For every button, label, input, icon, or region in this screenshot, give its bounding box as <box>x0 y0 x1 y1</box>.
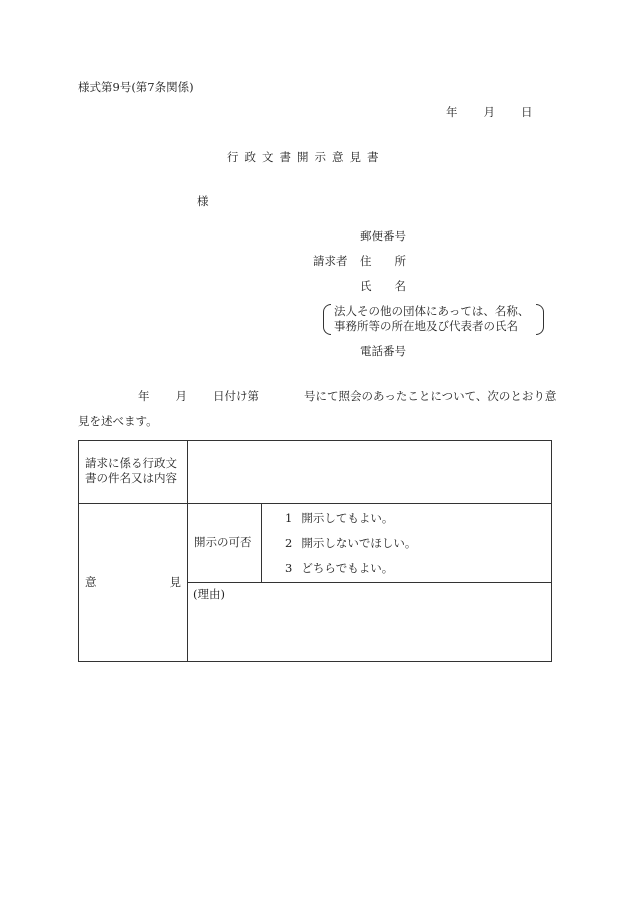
table-divider <box>261 503 262 582</box>
title-char: 開 <box>297 150 309 164</box>
corporate-note-line2: 事務所等の所在地及び代表者の氏名 <box>334 319 518 333</box>
table-divider <box>78 503 552 504</box>
body-line-1: 年 月 日付け第 号にて照会のあったことについて、次のとおり意 <box>138 389 557 403</box>
table-border-bottom <box>78 661 552 662</box>
address-label: 住 所 <box>360 254 406 268</box>
title-char: 書 <box>367 150 379 164</box>
table-border-right <box>551 440 552 661</box>
date-year-label: 年 <box>446 105 458 119</box>
title-char: 行 <box>227 150 239 164</box>
option-2: 2 開示しないでほしい。 <box>285 536 417 550</box>
table-border-left <box>78 440 79 661</box>
title-char: 見 <box>349 150 361 164</box>
title-char: 意 <box>332 150 344 164</box>
document-title <box>224 152 382 164</box>
title-char: 示 <box>314 150 326 164</box>
table-divider <box>187 440 188 661</box>
name-label: 氏 名 <box>360 279 406 293</box>
option-1: 1 開示してもよい。 <box>285 511 394 525</box>
subject-label-line2: 書の件名又は内容 <box>85 471 177 485</box>
addressee-suffix: 様 <box>197 194 209 208</box>
subject-label-line1: 請求に係る行政文 <box>85 456 177 470</box>
requester-label: 請求者 <box>313 254 348 268</box>
table-divider <box>187 582 552 583</box>
form-id: 様式第9号(第7条関係) <box>78 80 194 94</box>
left-paren <box>323 304 331 335</box>
date-day-label: 日 <box>521 105 533 119</box>
reason-label: (理由) <box>193 587 225 601</box>
postal-code-label: 郵便番号 <box>360 229 406 243</box>
body-line-2: 見を述べます。 <box>78 414 158 428</box>
opinion-label: 意 見 <box>85 575 181 589</box>
disclosure-label: 開示の可否 <box>194 535 252 549</box>
title-char: 政 <box>244 150 256 164</box>
title-char: 文 <box>262 150 274 164</box>
corporate-note-line1: 法人その他の団体にあっては、名称、 <box>334 304 530 318</box>
right-paren <box>536 304 544 335</box>
option-3: 3 どちらでもよい。 <box>285 561 394 575</box>
date-line <box>446 107 533 119</box>
table-border-top <box>78 440 552 441</box>
phone-label: 電話番号 <box>360 344 406 358</box>
date-month-label: 月 <box>483 105 495 119</box>
title-char: 書 <box>279 150 291 164</box>
